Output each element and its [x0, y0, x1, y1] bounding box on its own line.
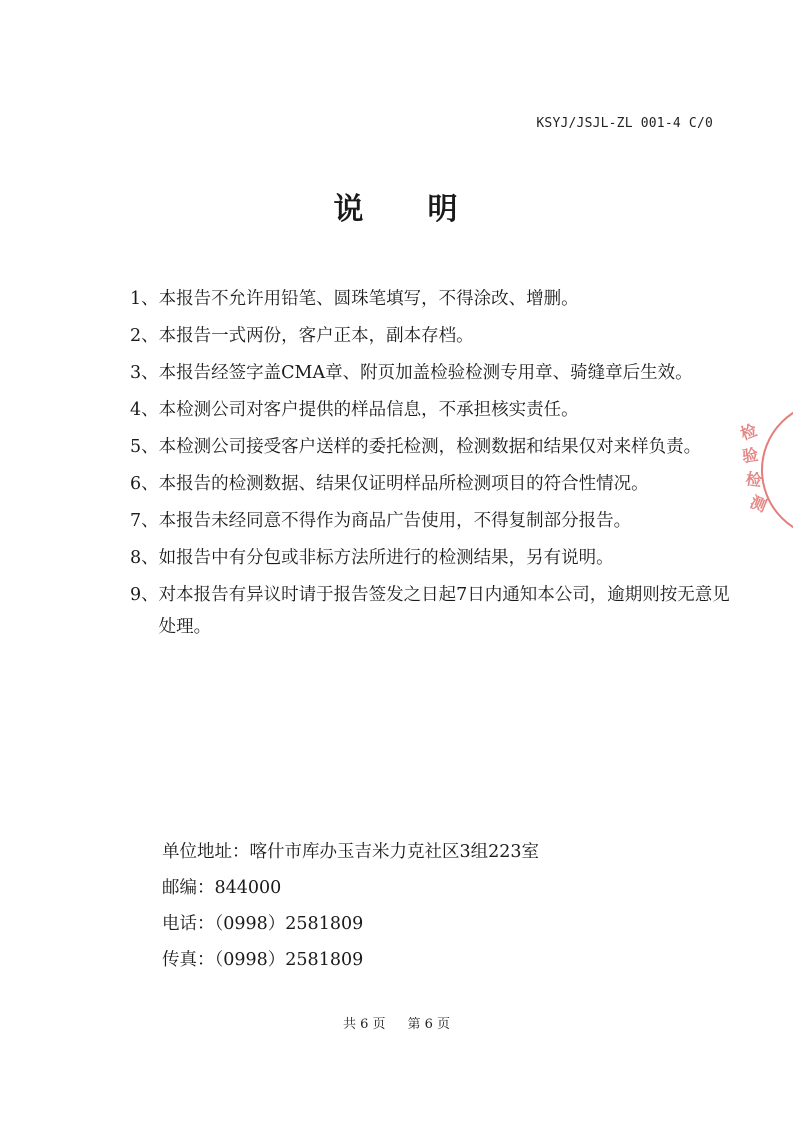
page-footer — [0, 1013, 793, 1032]
svg-text:检: 检 — [744, 469, 763, 491]
note-number: 3、 — [130, 363, 159, 383]
note-item — [130, 357, 730, 389]
note-number: 7、 — [130, 511, 159, 531]
seal-stamp — [735, 400, 793, 540]
note-text: 本检测公司对客户提供的样品信息，不承担核实责任。 — [158, 400, 579, 420]
contact-address: 单位地址：喀什市库办玉吉米力克社区3组223室 — [162, 842, 540, 862]
note-text: 如报告中有分包或非标方法所进行的检测结果，另有说明。 — [158, 548, 614, 568]
svg-text:验: 验 — [740, 444, 760, 466]
note-number: 4、 — [130, 400, 159, 420]
note-item — [130, 283, 730, 315]
total-pages: 共 6 页 — [342, 1017, 386, 1032]
note-number: 2、 — [130, 326, 159, 346]
current-page: 第 6 页 — [407, 1017, 451, 1032]
svg-text:测: 测 — [747, 492, 770, 516]
note-number: 5、 — [130, 437, 159, 457]
contact-fax: 传真：（0998）2581809 — [162, 950, 364, 970]
note-item — [130, 579, 730, 643]
note-item — [130, 468, 730, 500]
note-item — [130, 394, 730, 426]
title-char-2: 明 — [427, 192, 460, 227]
note-item — [130, 431, 730, 463]
note-number: 6、 — [130, 474, 159, 494]
svg-text:检: 检 — [737, 420, 760, 444]
note-text: 本报告的检测数据、结果仅证明样品所检测项目的符合性情况。 — [158, 474, 649, 494]
note-text: 本报告未经同意不得作为商品广告使用，不得复制部分报告。 — [158, 511, 632, 531]
note-text: 本检测公司接受客户送样的委托检测，检测数据和结果仅对来样负责。 — [158, 437, 702, 457]
note-number: 8、 — [130, 548, 159, 568]
note-item — [130, 542, 730, 574]
note-text: 对本报告有异议时请于报告签发之日起7日内通知本公司，逾期则按无意见处理。 — [158, 585, 730, 637]
note-text: 本报告一式两份，客户正本，副本存档。 — [158, 326, 474, 346]
page-title — [0, 184, 793, 228]
note-number: 9、 — [130, 585, 159, 605]
title-char-1: 说 — [333, 192, 366, 227]
note-text: 本报告经签字盖CMA章、附页加盖检验检测专用章、骑缝章后生效。 — [158, 363, 693, 383]
contact-block — [162, 836, 539, 980]
note-number: 1、 — [130, 289, 159, 309]
contact-postcode: 邮编：844000 — [162, 878, 282, 898]
document-code: KSYJ/JSJL-ZL 001-4 C/0 — [536, 116, 713, 131]
note-text: 本报告不允许用铅笔、圆珠笔填写，不得涂改、增删。 — [158, 289, 579, 309]
notes-list — [130, 283, 730, 648]
note-item — [130, 320, 730, 352]
note-item — [130, 505, 730, 537]
contact-phone: 电话：（0998）2581809 — [162, 914, 364, 934]
